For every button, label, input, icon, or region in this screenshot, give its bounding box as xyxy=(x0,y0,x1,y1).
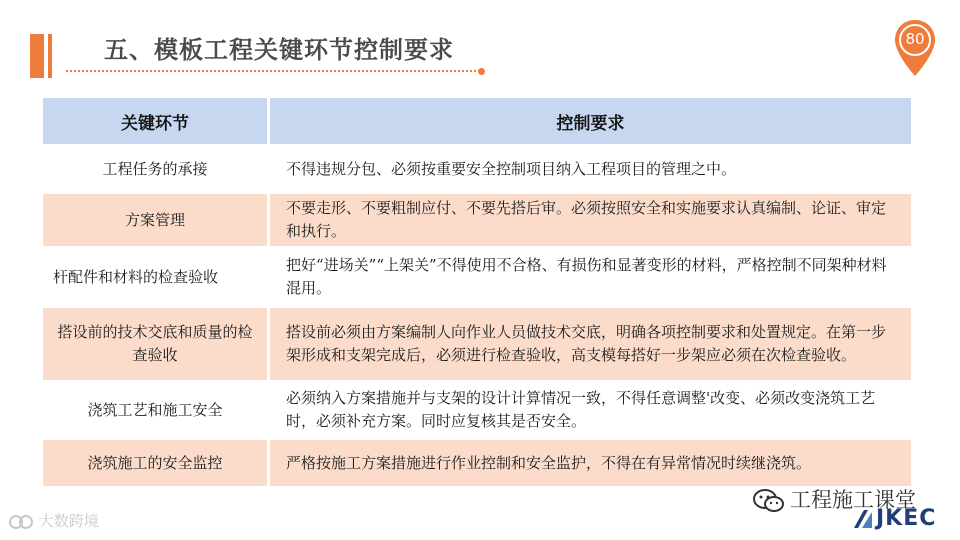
table-row xyxy=(43,440,911,486)
title-accent-bar-thin xyxy=(48,34,52,78)
jkec-logo-icon xyxy=(852,508,874,530)
table-header-row xyxy=(43,98,911,144)
row-key-stage: 浇筑施工的安全监控 xyxy=(43,440,270,486)
row-key-stage: 浇筑工艺和施工安全 xyxy=(43,383,270,437)
row-requirement: 不要走形、不要粗制应付、不要先搭后审。必须按照安全和实施要求认真编制、论证、审定和执行。 xyxy=(270,194,911,246)
row-requirement: 搭设前必须由方案编制人向作业人员做技术交底，明确各项控制要求和处置规定。在第一步架形成和支架完成后，必须进行检查验收，高支模每搭好一步架应必须在次检查验收。 xyxy=(270,308,911,380)
table-row xyxy=(43,249,911,305)
title-underline xyxy=(66,70,480,72)
table-row xyxy=(43,308,911,380)
row-requirement: 严格按施工方案措施进行作业控制和安全监护，不得在有异常情况时续继浇筑。 xyxy=(270,440,911,486)
title-accent-bar xyxy=(30,34,44,78)
page-number: 80 xyxy=(905,30,925,48)
page-title: 五、模板工程关键环节控制要求 xyxy=(104,36,454,64)
row-key-stage: 方案管理 xyxy=(43,194,270,246)
jkec-logo-text: JKEC xyxy=(876,506,937,531)
row-key-stage: 工程任务的承接 xyxy=(43,147,270,191)
header-control-requirement: 控制要求 xyxy=(270,98,911,144)
watermark-left xyxy=(8,510,99,531)
header-key-stage: 关键环节 xyxy=(43,98,270,144)
table-row xyxy=(43,383,911,437)
watermark-left-text: 大数跨境 xyxy=(38,512,99,530)
table-row xyxy=(43,194,911,246)
row-key-stage: 杆配件和材料的检查验收 xyxy=(43,249,270,305)
wechat-icon xyxy=(752,488,786,514)
control-requirements-table xyxy=(43,95,911,489)
row-key-stage: 搭设前的技术交底和质量的检查验收 xyxy=(43,308,270,380)
title-underline-dot xyxy=(478,68,485,75)
map-pin-icon xyxy=(893,18,937,80)
row-requirement: 把好“进场关”“上架关”不得使用不合格、有损伤和显著变形的材料，严格控制不同架种材料混用。 xyxy=(270,249,911,305)
table-row xyxy=(43,147,911,191)
wechat-account-name: 工程施工课堂 xyxy=(790,488,916,512)
row-requirement: 必须纳入方案措施并与支架的设计计算情况一致，不得任意调整'改变、必须改变浇筑工艺时，必须补充方案。同时应复核其是否安全。 xyxy=(270,383,911,437)
watermark-icon xyxy=(8,513,34,531)
row-requirement: 不得违规分包、必须按重要安全控制项目纳入工程项目的管理之中。 xyxy=(270,147,911,191)
